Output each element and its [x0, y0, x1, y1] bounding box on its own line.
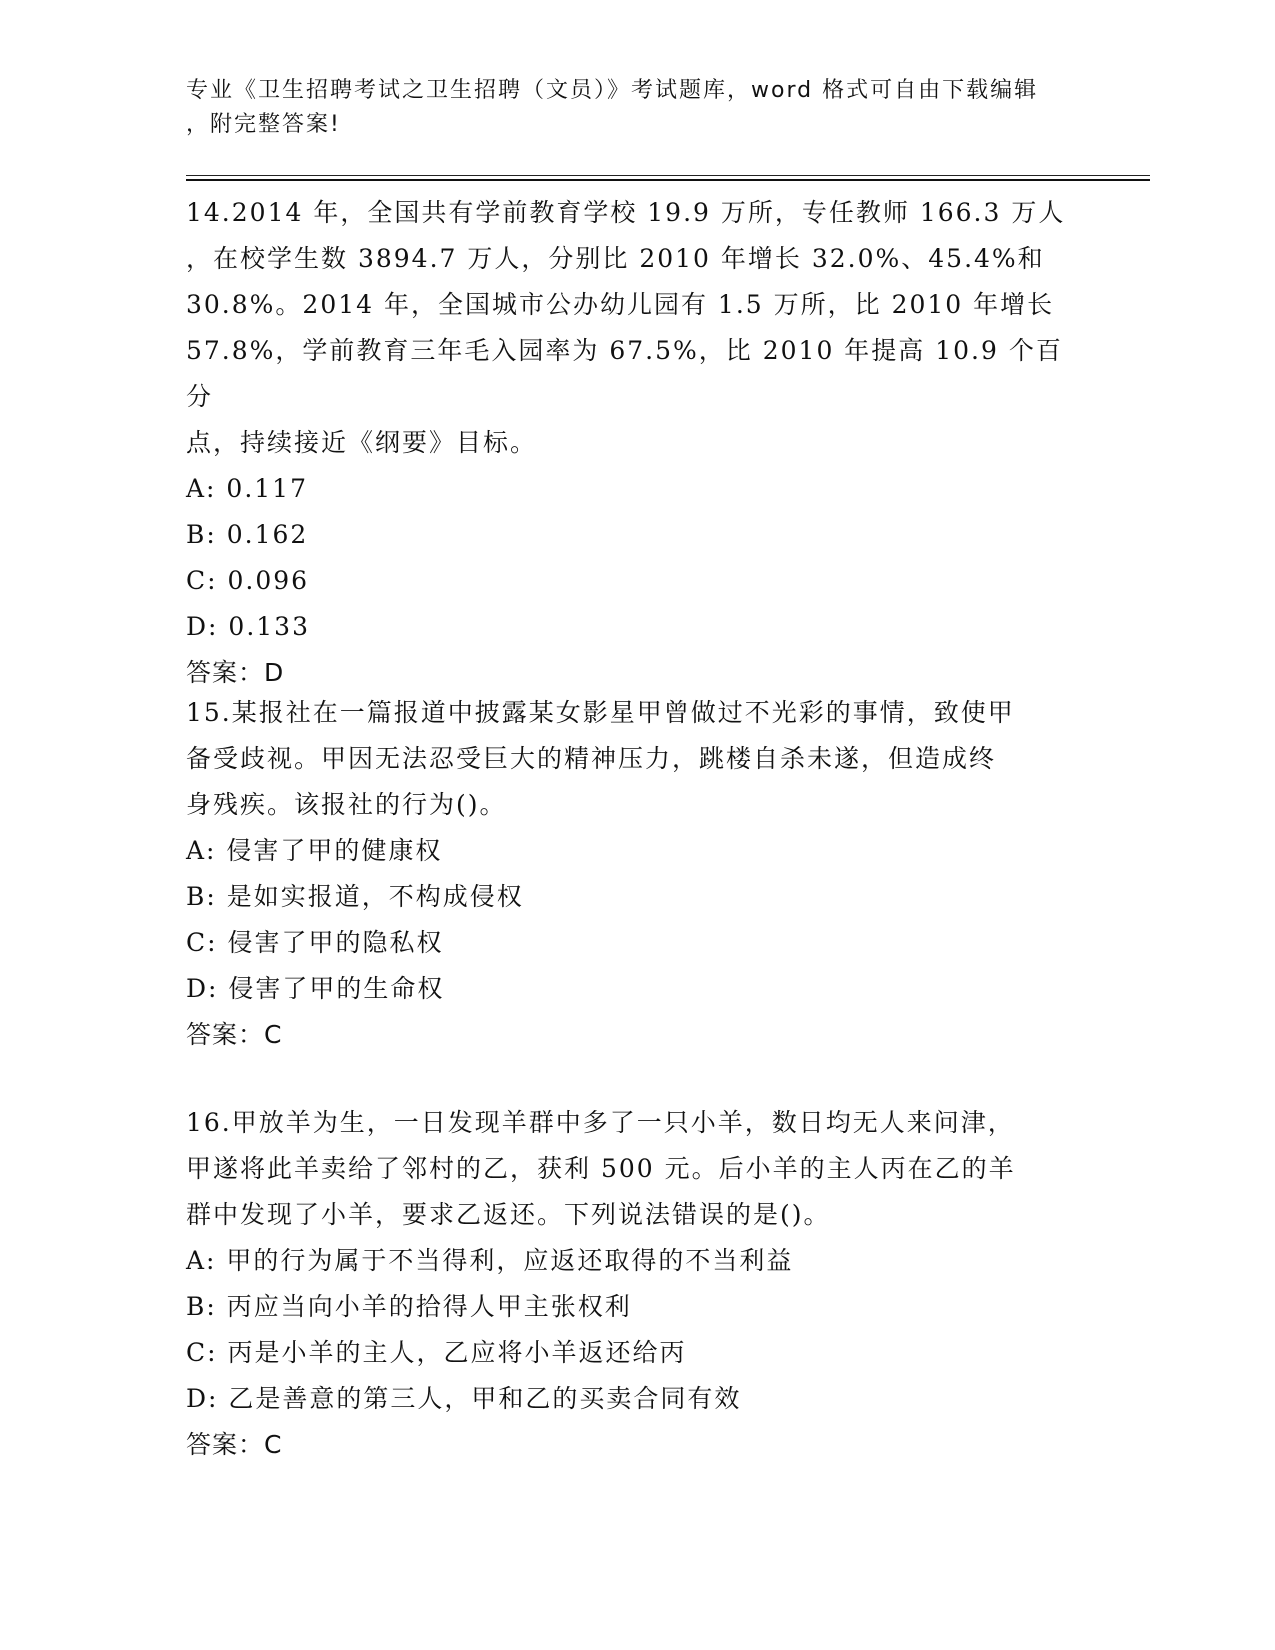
answer: 答案：C	[186, 1430, 283, 1459]
header-line-2: ，附完整答案!	[186, 112, 341, 137]
header-divider-thin	[186, 175, 1150, 176]
question-stem-line: 57.8%，学前教育三年毛入园率为 67.5%，比 2010 年提高 10.9 个百分	[186, 336, 1063, 411]
option-b: B: 丙应当向小羊的拾得人甲主张权利	[186, 1292, 632, 1321]
option-a: A: 0.117	[186, 474, 308, 503]
question-14	[186, 190, 1086, 696]
option-b: B: 0.162	[186, 520, 309, 549]
question-stem-line: 14.2014 年，全国共有学前教育学校 19.9 万所，专任教师 166.3 万人	[186, 198, 1066, 227]
option-d: D: 侵害了甲的生命权	[186, 974, 445, 1003]
option-c: C: 丙是小羊的主人，乙应将小羊返还给丙	[186, 1338, 687, 1367]
option-b: B: 是如实报道，不构成侵权	[186, 882, 524, 911]
header-divider-thick	[186, 179, 1150, 181]
answer: 答案：C	[186, 1020, 283, 1049]
option-a: A: 侵害了甲的健康权	[186, 836, 443, 865]
option-c: C: 侵害了甲的隐私权	[186, 928, 444, 957]
document-header	[186, 74, 1086, 142]
question-16	[186, 1100, 1086, 1468]
question-15	[186, 690, 1086, 1058]
question-stem-line: ，在校学生数 3894.7 万人，分别比 2010 年增长 32.0%、45.4%和	[186, 244, 1045, 273]
question-stem-line: 16.甲放羊为生，一日发现羊群中多了一只小羊，数日均无人来问津，	[186, 1108, 1015, 1137]
option-a: A: 甲的行为属于不当得利，应返还取得的不当利益	[186, 1246, 794, 1275]
answer: 答案：D	[186, 658, 285, 687]
option-d: D: 乙是善意的第三人，甲和乙的买卖合同有效	[186, 1384, 742, 1413]
question-stem-line: 甲遂将此羊卖给了邻村的乙，获利 500 元。后小羊的主人丙在乙的羊	[186, 1154, 1016, 1183]
option-d: D: 0.133	[186, 612, 310, 641]
question-stem-line: 备受歧视。甲因无法忍受巨大的精神压力，跳楼自杀未遂，但造成终	[186, 744, 997, 773]
header-line-1: 专业《卫生招聘考试之卫生招聘（文员）》考试题库，word 格式可自由下载编辑	[186, 78, 1039, 103]
question-stem-line: 身残疾。该报社的行为()。	[186, 790, 507, 819]
question-stem-line: 群中发现了小羊，要求乙返还。下列说法错误的是()。	[186, 1200, 831, 1229]
question-stem-line: 点，持续接近《纲要》目标。	[186, 428, 538, 457]
question-stem-line: 15.某报社在一篇报道中披露某女影星甲曾做过不光彩的事情，致使甲	[186, 698, 1015, 727]
option-c: C: 0.096	[186, 566, 310, 595]
question-stem-line: 30.8%。2014 年，全国城市公办幼儿园有 1.5 万所，比 2010 年增长	[186, 290, 1055, 319]
